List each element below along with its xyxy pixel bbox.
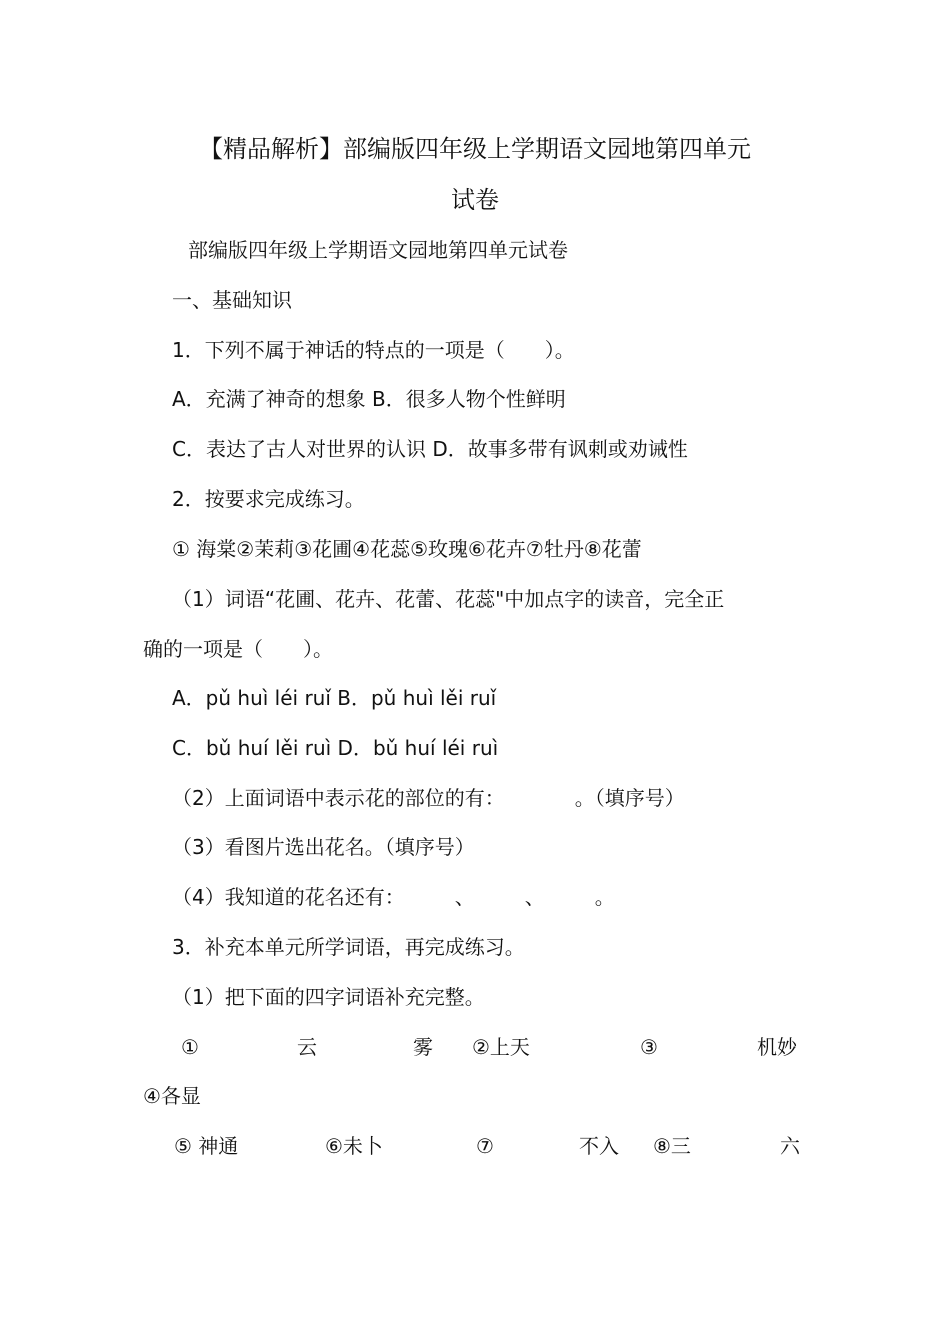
idiom-1-char-1: 云 [297,1035,317,1059]
question-2-part-1-line-1: （1）词语“花圃、花卉、花蕾、花蕊"中加点字的读音，完全正 [172,587,725,611]
idiom-7-text: 不入 [579,1134,619,1158]
question-3-part-1: （1）把下面的四字词语补充完整。 [172,985,485,1009]
idiom-5-text: ⑤ 神通 [174,1134,239,1158]
idiom-8-text: ⑧三 [653,1134,691,1158]
idiom-1-char-2: 雾 [413,1035,433,1059]
document-subtitle: 部编版四年级上学期语文园地第四单元试卷 [188,238,568,262]
question-2-part-1-options-cd: C．bǔ huí lěi ruì D．bǔ huí léi ruì [172,736,499,760]
question-2-stem: 2．按要求完成练习。 [172,487,365,511]
question-1-options-ab: A．充满了神奇的想象 B．很多人物个性鲜明 [172,387,566,411]
idiom-2-text: ②上天 [472,1035,530,1059]
question-3-stem: 3．补充本单元所学词语，再完成练习。 [172,935,525,959]
idiom-3-number: ③ [640,1035,658,1059]
idiom-fill-row-1 [143,1033,805,1061]
question-2-part-1-line-2: 确的一项是（ ）。 [143,637,333,661]
idiom-fill-row-2 [143,1132,805,1160]
idiom-6-text: ⑥未卜 [325,1134,383,1158]
document-title-line-1: 【精品解析】部编版四年级上学期语文园地第四单元 [199,135,751,163]
idiom-1-number: ① [181,1035,199,1059]
idiom-7-number: ⑦ [476,1134,494,1158]
idiom-8-char-2: 六 [780,1134,800,1158]
question-2-part-3: （3）看图片选出花名。（填序号） [172,835,475,859]
question-1-options-cd: C．表达了古人对世界的认识 D．故事多带有讽刺或劝诫性 [172,437,688,461]
question-1-stem: 1．下列不属于神话的特点的一项是（ ）。 [172,338,575,362]
question-2-part-4: （4）我知道的花名还有： 、 、 。 [172,885,615,909]
question-2-part-1-options-ab: A．pǔ huì léi ruǐ B．pǔ huì lěi ruǐ [172,686,497,710]
question-2-part-2: （2）上面词语中表示花的部位的有： 。（填序号） [172,786,685,810]
question-2-word-list: ① 海棠②茉莉③花圃④花蕊⑤玫瑰⑥花卉⑦牡丹⑧花蕾 [172,537,642,561]
idiom-4-text: ④各显 [143,1084,201,1108]
document-title-line-2: 试卷 [451,186,499,214]
section-heading-basics: 一、基础知识 [172,288,292,312]
idiom-3-text: 机妙 [757,1035,797,1059]
